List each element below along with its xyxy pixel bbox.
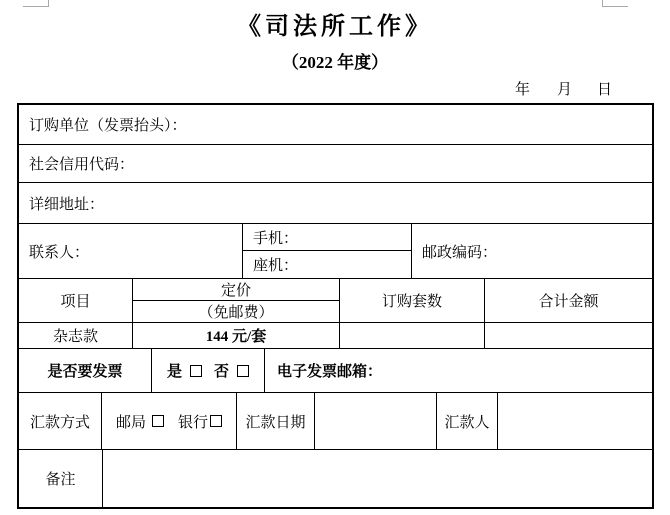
remarks-cell: [19, 450, 103, 507]
invoice-question-cell: [19, 349, 152, 392]
phone-cell: [243, 224, 412, 278]
payment-method-label: 汇款方式: [29, 414, 90, 431]
price-note-label: （免邮费）: [198, 305, 274, 321]
mobile-label: 手机：: [253, 230, 299, 247]
price-header-note: [133, 301, 339, 322]
unit-price-cell: [133, 323, 340, 348]
payment-bank-label: 银行: [178, 414, 209, 431]
payment-bank-checkbox[interactable]: [210, 415, 222, 427]
total-header-cell: [485, 279, 652, 322]
mobile-field[interactable]: [243, 224, 411, 251]
invoice-yes-checkbox[interactable]: [190, 365, 202, 377]
payer-cell: [437, 393, 498, 449]
row-magazine-fee: [19, 323, 652, 349]
invoice-question-label: 是否要发票: [47, 364, 123, 380]
date-month-label: 月: [557, 82, 573, 98]
payment-choice-cell: [102, 393, 237, 449]
invoice-email-label: 电子发票邮箱：: [277, 364, 383, 380]
payment-date-label: 汇款日期: [245, 414, 306, 431]
document-subtitle: （2022 年度）: [281, 53, 389, 72]
order-unit-label: 订购单位（发票抬头）：: [29, 118, 187, 134]
address-field[interactable]: [19, 183, 652, 223]
quantity-value-cell[interactable]: [340, 323, 485, 348]
invoice-no-checkbox[interactable]: [237, 365, 249, 377]
price-header-top: [133, 279, 339, 301]
row-price-header: [19, 279, 652, 323]
magazine-fee-label: 杂志款: [52, 329, 98, 345]
credit-code-field[interactable]: [19, 145, 652, 182]
row-address: [19, 183, 652, 224]
invoice-no-label: 否: [214, 364, 230, 380]
row-contact: [19, 224, 652, 279]
address-label: 详细地址：: [29, 196, 105, 213]
payment-method-cell: [19, 393, 102, 449]
payment-post-label: 邮局: [115, 414, 146, 431]
order-form-table: [17, 103, 654, 509]
total-value-cell[interactable]: [485, 323, 652, 348]
payment-date-cell: [237, 393, 315, 449]
invoice-yes-label: 是: [166, 364, 182, 380]
document-title: 《司法所工作》: [237, 14, 433, 40]
payer-value-cell[interactable]: [498, 393, 652, 449]
date-line: [515, 78, 612, 99]
date-year-label: 年: [515, 82, 531, 98]
row-remarks: [19, 450, 652, 507]
landline-field[interactable]: [243, 251, 411, 278]
credit-code-label: 社会信用代码：: [29, 157, 135, 173]
quantity-header-cell: [340, 279, 485, 322]
invoice-email-field[interactable]: [265, 349, 652, 392]
remarks-value-cell[interactable]: [103, 450, 652, 507]
item-header-label: 项目: [60, 294, 91, 310]
postcode-field[interactable]: [412, 224, 652, 278]
total-header-label: 合计金额: [538, 294, 599, 310]
price-header-label: 定价: [220, 283, 251, 299]
row-order-unit: [19, 105, 652, 145]
quantity-header-label: 订购套数: [381, 294, 442, 310]
date-day-label: 日: [597, 82, 613, 98]
order-unit-field[interactable]: [19, 105, 652, 144]
postcode-label: 邮政编码：: [422, 244, 498, 261]
invoice-choice-cell: [152, 349, 265, 392]
remarks-label: 备注: [45, 472, 76, 488]
contact-field[interactable]: [19, 224, 243, 278]
row-credit-code: [19, 145, 652, 183]
contact-label: 联系人：: [29, 244, 90, 261]
row-remittance: [19, 393, 652, 450]
payer-label: 汇款人: [444, 414, 490, 431]
price-header-cell: [133, 279, 340, 322]
unit-price-value: 144 元/套: [205, 329, 267, 345]
landline-label: 座机：: [253, 258, 299, 274]
item-header-cell: [19, 279, 133, 322]
magazine-fee-cell: [19, 323, 133, 348]
payment-date-value-cell[interactable]: [315, 393, 437, 449]
row-invoice: [19, 349, 652, 393]
payment-post-checkbox[interactable]: [152, 415, 164, 427]
